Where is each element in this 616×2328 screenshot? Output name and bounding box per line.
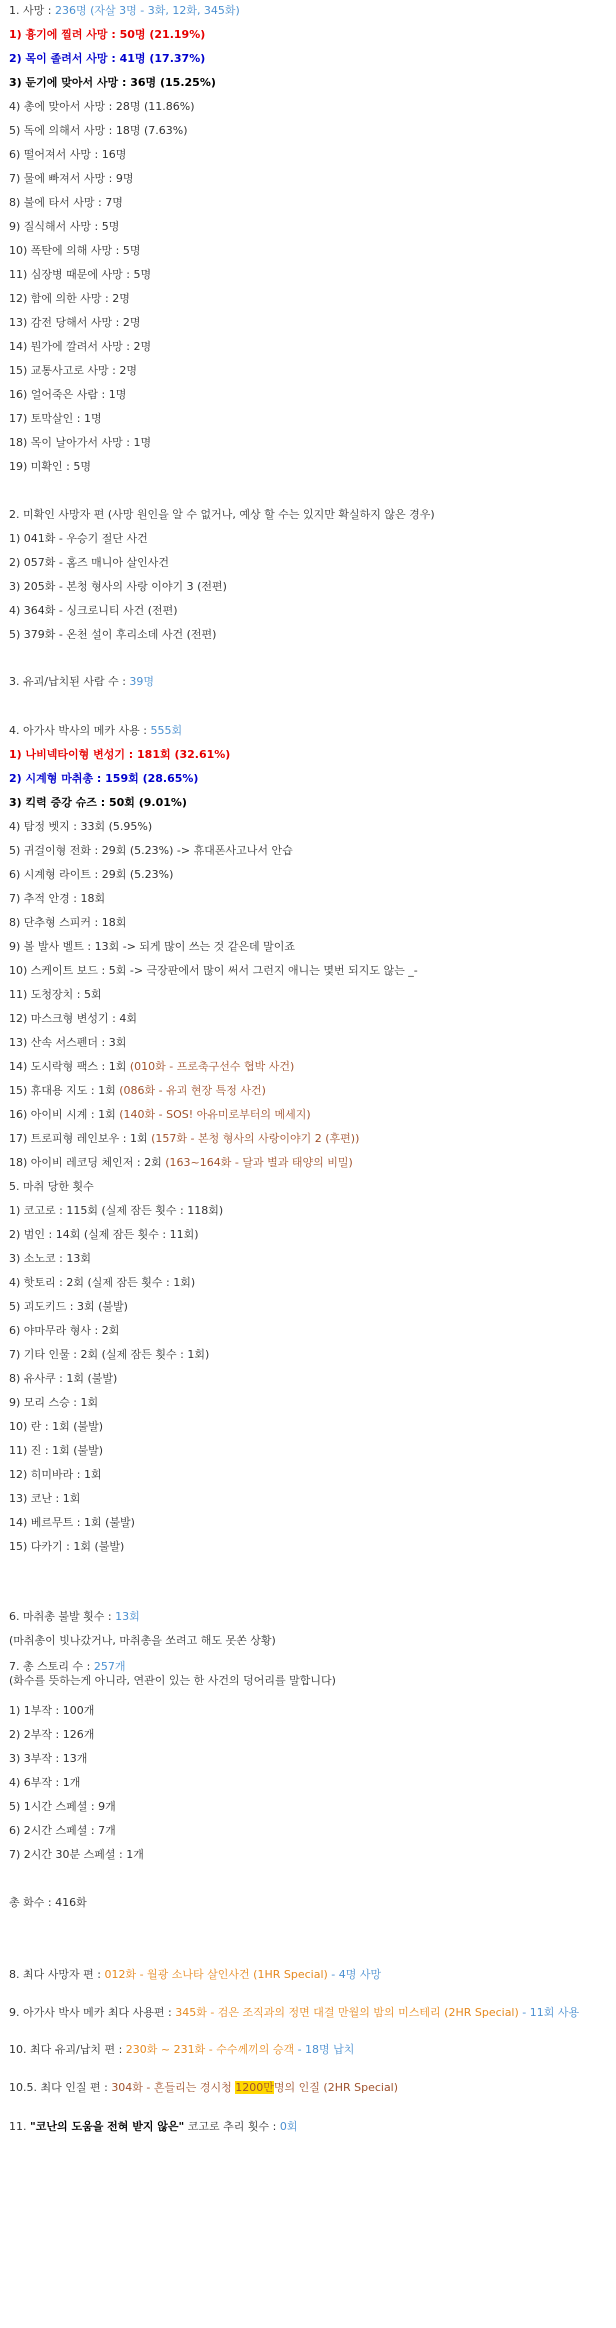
section-10-5: 10.5. 최다 인질 편 : 304화 - 흔들리는 경시청 1200만명의 인질 (2HR Special) — [9, 2081, 399, 2094]
death-item: 1) 흉기에 찔려 사망 : 50명 (21.19%) — [9, 28, 206, 41]
sedated-item: 11) 진 : 1회 (불발) — [9, 1444, 104, 1457]
episode-note: 012화 - 월광 소나타 살인사건 (1HR Special) — [104, 1968, 328, 1981]
gadget-item: 5) 귀걸이형 전화 : 29회 (5.23%) -> 휴대폰사고나서 안습 — [9, 844, 293, 857]
story-item: 3) 3부작 : 13개 — [9, 1752, 88, 1765]
gadget-item: 17) 트로피형 레인보우 : 1회 (157화 - 본청 형사의 사랑이야기 2 (후편)) — [9, 1132, 360, 1145]
gadget-item: 15) 휴대용 지도 : 1회 (086화 - 유괴 현장 특정 사건) — [9, 1084, 266, 1097]
gadget-item: 18) 아이비 레코딩 체인저 : 2회 (163~164화 - 달과 별과 태양의 비밀) — [9, 1156, 353, 1169]
gadget-item: 4) 탐정 벳지 : 33회 (5.95%) — [9, 820, 153, 833]
story-item: 7) 2시간 30분 스페셜 : 1개 — [9, 1848, 144, 1861]
story-item: 1) 1부작 : 100개 — [9, 1704, 95, 1717]
gadget-item: 2) 시계형 마취총 : 159회 (28.65%) — [9, 772, 199, 785]
unknown-death-item: 2) 057화 - 홈즈 매니아 살인사건 — [9, 556, 169, 569]
section-6-title: 6. 마취총 불발 횟수 : 13회 — [9, 1610, 140, 1623]
deduction-count: 0회 — [279, 2120, 298, 2133]
gadget-item: 8) 단추형 스피커 : 18회 — [9, 916, 127, 929]
unknown-death-item: 3) 205화 - 본청 형사의 사랑 이야기 3 (전편) — [9, 580, 227, 593]
section-9: 9. 아가사 박사 메카 최다 사용편 : 345화 - 검은 조직과의 정면 대결 만월의 밤의 미스테리 (2HR Special) - 11회 사용 — [9, 2006, 580, 2019]
episode-total: 총 화수 : 416화 — [9, 1896, 87, 1909]
gadget-item: 12) 마스크형 변성기 : 4회 — [9, 1012, 137, 1025]
section-5-title: 5. 마취 당한 횟수 — [9, 1180, 94, 1193]
death-item: 19) 미확인 : 5명 — [9, 460, 91, 473]
section-7-note: (화수를 뜻하는게 아니라, 연관이 있는 한 사건의 덩어리를 말합니다) — [9, 1674, 336, 1687]
section-10: 10. 최다 유괴/납치 편 : 230화 ~ 231화 - 수수께끼의 승객 - 18명 납치 — [9, 2043, 355, 2056]
death-item: 17) 토막살인 : 1명 — [9, 412, 102, 425]
section-11: 11. "코난의 도움을 전혀 받지 않은" 코고로 추리 횟수 : 0회 — [9, 2120, 298, 2133]
gadget-item: 1) 나비넥타이형 변성기 : 181회 (32.61%) — [9, 748, 231, 761]
sedated-item: 6) 야마무라 형사 : 2회 — [9, 1324, 120, 1337]
section-3-title: 3. 유괴/납치된 사람 수 : 39명 — [9, 675, 155, 688]
story-item: 2) 2부작 : 126개 — [9, 1728, 95, 1741]
death-item: 15) 교통사고로 사망 : 2명 — [9, 364, 137, 377]
gadget-item: 13) 산속 서스펜더 : 3회 — [9, 1036, 127, 1049]
sedated-item: 10) 란 : 1회 (불발) — [9, 1420, 104, 1433]
episode-note-rest: 명의 인질 (2HR Special) — [273, 2081, 399, 2094]
episode-note: 230화 ~ 231화 - 수수께끼의 승객 — [125, 2043, 295, 2056]
sedated-item: 3) 소노코 : 13회 — [9, 1252, 91, 1265]
episode-note: (140화 - SOS! 아유미로부터의 메세지) — [119, 1108, 311, 1121]
episode-note: (010화 - 프로축구선수 협박 사건) — [129, 1060, 295, 1073]
episode-note: 304화 - 흔들리는 경시청 — [111, 2081, 236, 2094]
gadget-item: 7) 추적 안경 : 18회 — [9, 892, 106, 905]
death-item: 3) 둔기에 맞아서 사망 : 36명 (15.25%) — [9, 76, 216, 89]
section-1-title: 1. 사망 : 236명 (자살 3명 - 3화, 12화, 345화) — [9, 4, 240, 17]
story-item: 4) 6부작 : 1개 — [9, 1776, 81, 1789]
sedated-item: 4) 핫토리 : 2회 (실제 잠든 횟수 : 1회) — [9, 1276, 196, 1289]
section-7-title: 7. 총 스토리 수 : 257개 — [9, 1660, 126, 1673]
story-item: 5) 1시간 스페셜 : 9개 — [9, 1800, 116, 1813]
section-2-title: 2. 미확인 사망자 편 (사망 원인을 알 수 없거나, 예상 할 수는 있지만 확실하지 않은 경우) — [9, 508, 435, 521]
death-item: 10) 폭탄에 의해 사망 : 5명 — [9, 244, 141, 257]
episode-note: 345화 - 검은 조직과의 정면 대결 만월의 밤의 미스테리 (2HR Special) — [175, 2006, 519, 2019]
unknown-death-item: 1) 041화 - 우승기 절단 사건 — [9, 532, 148, 545]
episode-note: (157화 - 본청 형사의 사랑이야기 2 (후편)) — [151, 1132, 360, 1145]
gadget-item: 14) 도시락형 팩스 : 1회 (010화 - 프로축구선수 협박 사건) — [9, 1060, 295, 1073]
sedated-item: 2) 범인 : 14회 (실제 잠든 횟수 : 11회) — [9, 1228, 199, 1241]
death-item: 18) 목이 날아가서 사망 : 1명 — [9, 436, 152, 449]
emphasis-quote: "코난의 도움을 전혀 받지 않은" — [30, 2120, 185, 2133]
death-item: 8) 불에 타서 사망 : 7명 — [9, 196, 123, 209]
unknown-death-item: 4) 364화 - 싱크로니티 사건 (전편) — [9, 604, 178, 617]
death-item: 13) 감전 당해서 사망 : 2명 — [9, 316, 141, 329]
gadget-item: 3) 킥력 증강 슈즈 : 50회 (9.01%) — [9, 796, 187, 809]
max-death-value: - 4명 사망 — [327, 1968, 382, 1981]
max-kidnap-value: - 18명 납치 — [294, 2043, 355, 2056]
misfire-count: 13회 — [115, 1610, 140, 1623]
death-item: 16) 얼어죽은 사람 : 1명 — [9, 388, 127, 401]
death-item: 4) 총에 맞아서 사망 : 28명 (11.86%) — [9, 100, 195, 113]
sedated-item: 7) 기타 인물 : 2회 (실제 잠든 횟수 : 1회) — [9, 1348, 210, 1361]
gadget-item: 10) 스케이트 보드 : 5회 -> 극장판에서 많이 써서 그런지 애니는 몇번 되지도 않는 _- — [9, 964, 418, 977]
section-6-note: (마취총이 빗나갔거나, 마취총을 쏘려고 해도 못쏜 상황) — [9, 1634, 276, 1647]
sedated-item: 9) 모리 스승 : 1회 — [9, 1396, 99, 1409]
sedated-item: 14) 베르무트 : 1회 (불발) — [9, 1516, 135, 1529]
sedated-item: 1) 코고로 : 115회 (실제 잠든 횟수 : 118회) — [9, 1204, 224, 1217]
death-item: 5) 독에 의해서 사망 : 18명 (7.63%) — [9, 124, 188, 137]
episode-note: (163~164화 - 달과 별과 태양의 비밀) — [165, 1156, 353, 1169]
death-item: 7) 물에 빠져서 사망 : 9명 — [9, 172, 134, 185]
gadget-item: 16) 아이비 시계 : 1회 (140화 - SOS! 아유미로부터의 메세지) — [9, 1108, 311, 1121]
death-item: 12) 함에 의한 사망 : 2명 — [9, 292, 130, 305]
gadget-item: 11) 도청장치 : 5회 — [9, 988, 102, 1001]
max-gadget-value: - 11회 사용 — [518, 2006, 580, 2019]
death-item: 6) 떨어져서 사망 : 16명 — [9, 148, 127, 161]
sedated-item: 5) 괴도키드 : 3회 (불발) — [9, 1300, 128, 1313]
section-4-title: 4. 아가사 박사의 메카 사용 : 555회 — [9, 724, 183, 737]
death-item: 11) 심장병 때문에 사망 : 5명 — [9, 268, 152, 281]
death-item: 9) 질식해서 사망 : 5명 — [9, 220, 120, 233]
death-item: 2) 목이 졸려서 사망 : 41명 (17.37%) — [9, 52, 206, 65]
gadget-item: 6) 시계형 라이트 : 29회 (5.23%) — [9, 868, 174, 881]
kidnap-count: 39명 — [129, 675, 155, 688]
unknown-death-item: 5) 379화 - 온천 설이 후리소데 사건 (전편) — [9, 628, 217, 641]
episode-note: (086화 - 유괴 현장 특정 사건) — [119, 1084, 266, 1097]
sedated-item: 15) 다카기 : 1회 (불발) — [9, 1540, 125, 1553]
gadget-total: 555회 — [150, 724, 183, 737]
gadget-item: 9) 볼 발사 벨트 : 13회 -> 되게 많이 쓰는 것 같은데 말이죠 — [9, 940, 296, 953]
death-total: 236명 (자살 3명 - 3화, 12화, 345화) — [54, 4, 240, 17]
death-item: 14) 뭔가에 깔려서 사망 : 2명 — [9, 340, 152, 353]
highlighted-number: 1200만 — [235, 2081, 274, 2094]
sedated-item: 12) 히미바라 : 1회 — [9, 1468, 102, 1481]
sedated-item: 13) 코난 : 1회 — [9, 1492, 81, 1505]
section-8: 8. 최다 사망자 편 : 012화 - 월광 소나타 살인사건 (1HR Special) - 4명 사망 — [9, 1968, 382, 1981]
story-item: 6) 2시간 스페셜 : 7개 — [9, 1824, 116, 1837]
sedated-item: 8) 유사쿠 : 1회 (불발) — [9, 1372, 118, 1385]
story-count: 257개 — [93, 1660, 126, 1673]
